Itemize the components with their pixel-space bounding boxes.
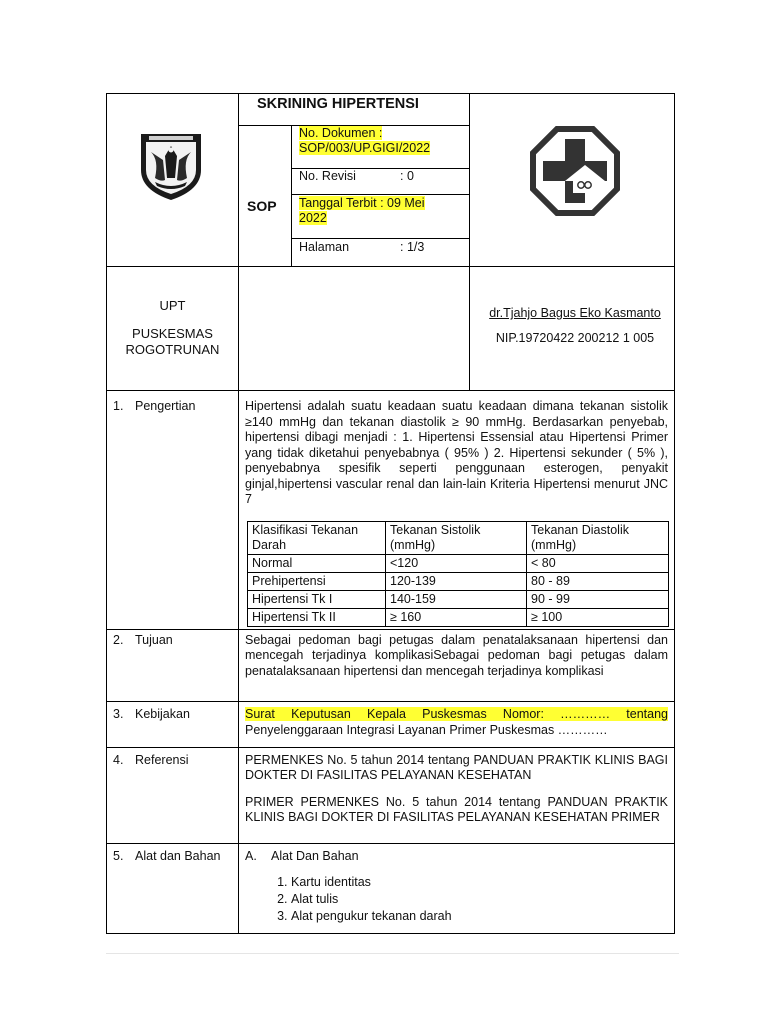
page-divider <box>106 953 679 954</box>
kebijakan-text: Penyelenggaraan Integrasi Layanan Primer Puskesmas ………… <box>245 723 608 737</box>
table-cell: 80 - 89 <box>527 572 669 590</box>
list-item: 1. Kartu identitas <box>291 874 668 891</box>
section-pengertian <box>107 391 675 630</box>
section-content <box>239 843 675 933</box>
list-item: 3. Alat pengukur tekanan darah <box>291 908 668 925</box>
tujuan-text: Sebagai pedoman bagi petugas dalam penatalaksanaan hipertensi dan mencegah terjadinya komplikasiSebagai pedoman bagi petugas dalam penatalaksanaan hipertensi dan mencegah terjadinya komplikasi <box>245 632 668 678</box>
section-alat-bahan <box>107 843 675 933</box>
section-label: 3. Kebijakan <box>107 701 239 747</box>
table-cell: < 80 <box>527 554 669 572</box>
signer-block <box>477 306 673 345</box>
kebijakan-text-highlight: Surat Keputusan Kepala Puskesmas Nomor: ………… tentang <box>245 706 668 721</box>
section-content <box>239 629 675 701</box>
table-cell: 90 - 99 <box>527 590 669 608</box>
sop-document <box>106 93 675 934</box>
org-name: UPT PUSKESMAS ROGOTRUNAN <box>125 298 220 357</box>
hypertension-classification-table <box>247 521 669 627</box>
table-cell: Hipertensi Tk I <box>248 590 386 608</box>
puskesmas-cross-icon <box>529 125 621 220</box>
table-header-row <box>248 521 669 554</box>
section-content <box>239 747 675 843</box>
section-content <box>239 701 675 747</box>
table-cell: ≥ 100 <box>527 608 669 626</box>
referensi-para-1: PERMENKES No. 5 tahun 2014 tentang PANDUAN PRAKTIK KLINIS BAGI DOKTER DI FASILITAS PELAYANAN KESEHATAN <box>245 752 668 782</box>
document-header <box>106 93 675 390</box>
halaman-label: Halaman <box>299 240 350 254</box>
no-revisi-label: No. Revisi <box>299 169 356 183</box>
alat-list <box>245 874 668 925</box>
header-diastolik: Tekanan Diastolik (mmHg) <box>527 521 669 554</box>
list-item: 2. Alat tulis <box>291 891 668 908</box>
section-referensi <box>107 747 675 843</box>
table-row <box>248 572 669 590</box>
section-content <box>239 391 675 630</box>
table-cell: <120 <box>386 554 527 572</box>
regency-crest-icon <box>137 130 205 205</box>
tanggal-terbit: Tanggal Terbit : 09 Mei 2022 <box>299 196 425 225</box>
no-dokumen: No. Dokumen : SOP/003/UP.GIGI/2022 <box>299 126 431 155</box>
pengertian-text: Hipertensi adalah suatu keadaan suatu keadaan dimana tekanan sistolik ≥140 mmHg dan tekanan diastolik ≥ 90 mmHg. Berdasarkan penyebab, hipertensi dibagi menjadi : 1. Hipertensi Essensial atau Hipertensi Primer yang tidak diketahui penyebabnya ( 95% ) 2. Hipertensi sekunder ( 5% ), penyebabnya spesifik seperti penggunaan esterogen, penyakit ginjal,hipertensi vascular renal dan lain-lain Kriteria Hipertensi menurut JNC 7 <box>245 399 668 506</box>
halaman-value: : 1/3 <box>400 240 425 254</box>
table-row <box>248 590 669 608</box>
sop-sections <box>106 390 675 934</box>
signer-nip: NIP.19720422 200212 1 005 <box>495 331 655 345</box>
table-cell: Prehipertensi <box>248 572 386 590</box>
referensi-para-2: PRIMER PERMENKES No. 5 tahun 2014 tentang PANDUAN PRAKTIK KLINIS BAGI DOKTER DI FASILITAS PELAYANAN KESEHATAN PRIMER <box>245 794 668 824</box>
header-klasifikasi: Klasifikasi Tekanan Darah <box>248 521 386 554</box>
section-label: 1. Pengertian <box>107 391 239 630</box>
table-cell: Hipertensi Tk II <box>248 608 386 626</box>
section-kebijakan <box>107 701 675 747</box>
document-title: SKRINING HIPERTENSI <box>257 96 419 112</box>
section-label: 5. Alat dan Bahan <box>107 843 239 933</box>
table-cell: 140-159 <box>386 590 527 608</box>
no-revisi-value: : 0 <box>400 169 414 183</box>
table-cell: ≥ 160 <box>386 608 527 626</box>
table-row <box>248 608 669 626</box>
sop-label: SOP <box>247 198 277 214</box>
section-label: 4. Referensi <box>107 747 239 843</box>
alat-subheading: A. Alat Dan Bahan <box>245 848 359 863</box>
section-label: 2. Tujuan <box>107 629 239 701</box>
table-cell: 120-139 <box>386 572 527 590</box>
header-sistolik: Tekanan Sistolik (mmHg) <box>386 521 527 554</box>
section-tujuan <box>107 629 675 701</box>
signer-name: dr.Tjahjo Bagus Eko Kasmanto <box>489 306 661 320</box>
table-cell: Normal <box>248 554 386 572</box>
table-row <box>248 554 669 572</box>
